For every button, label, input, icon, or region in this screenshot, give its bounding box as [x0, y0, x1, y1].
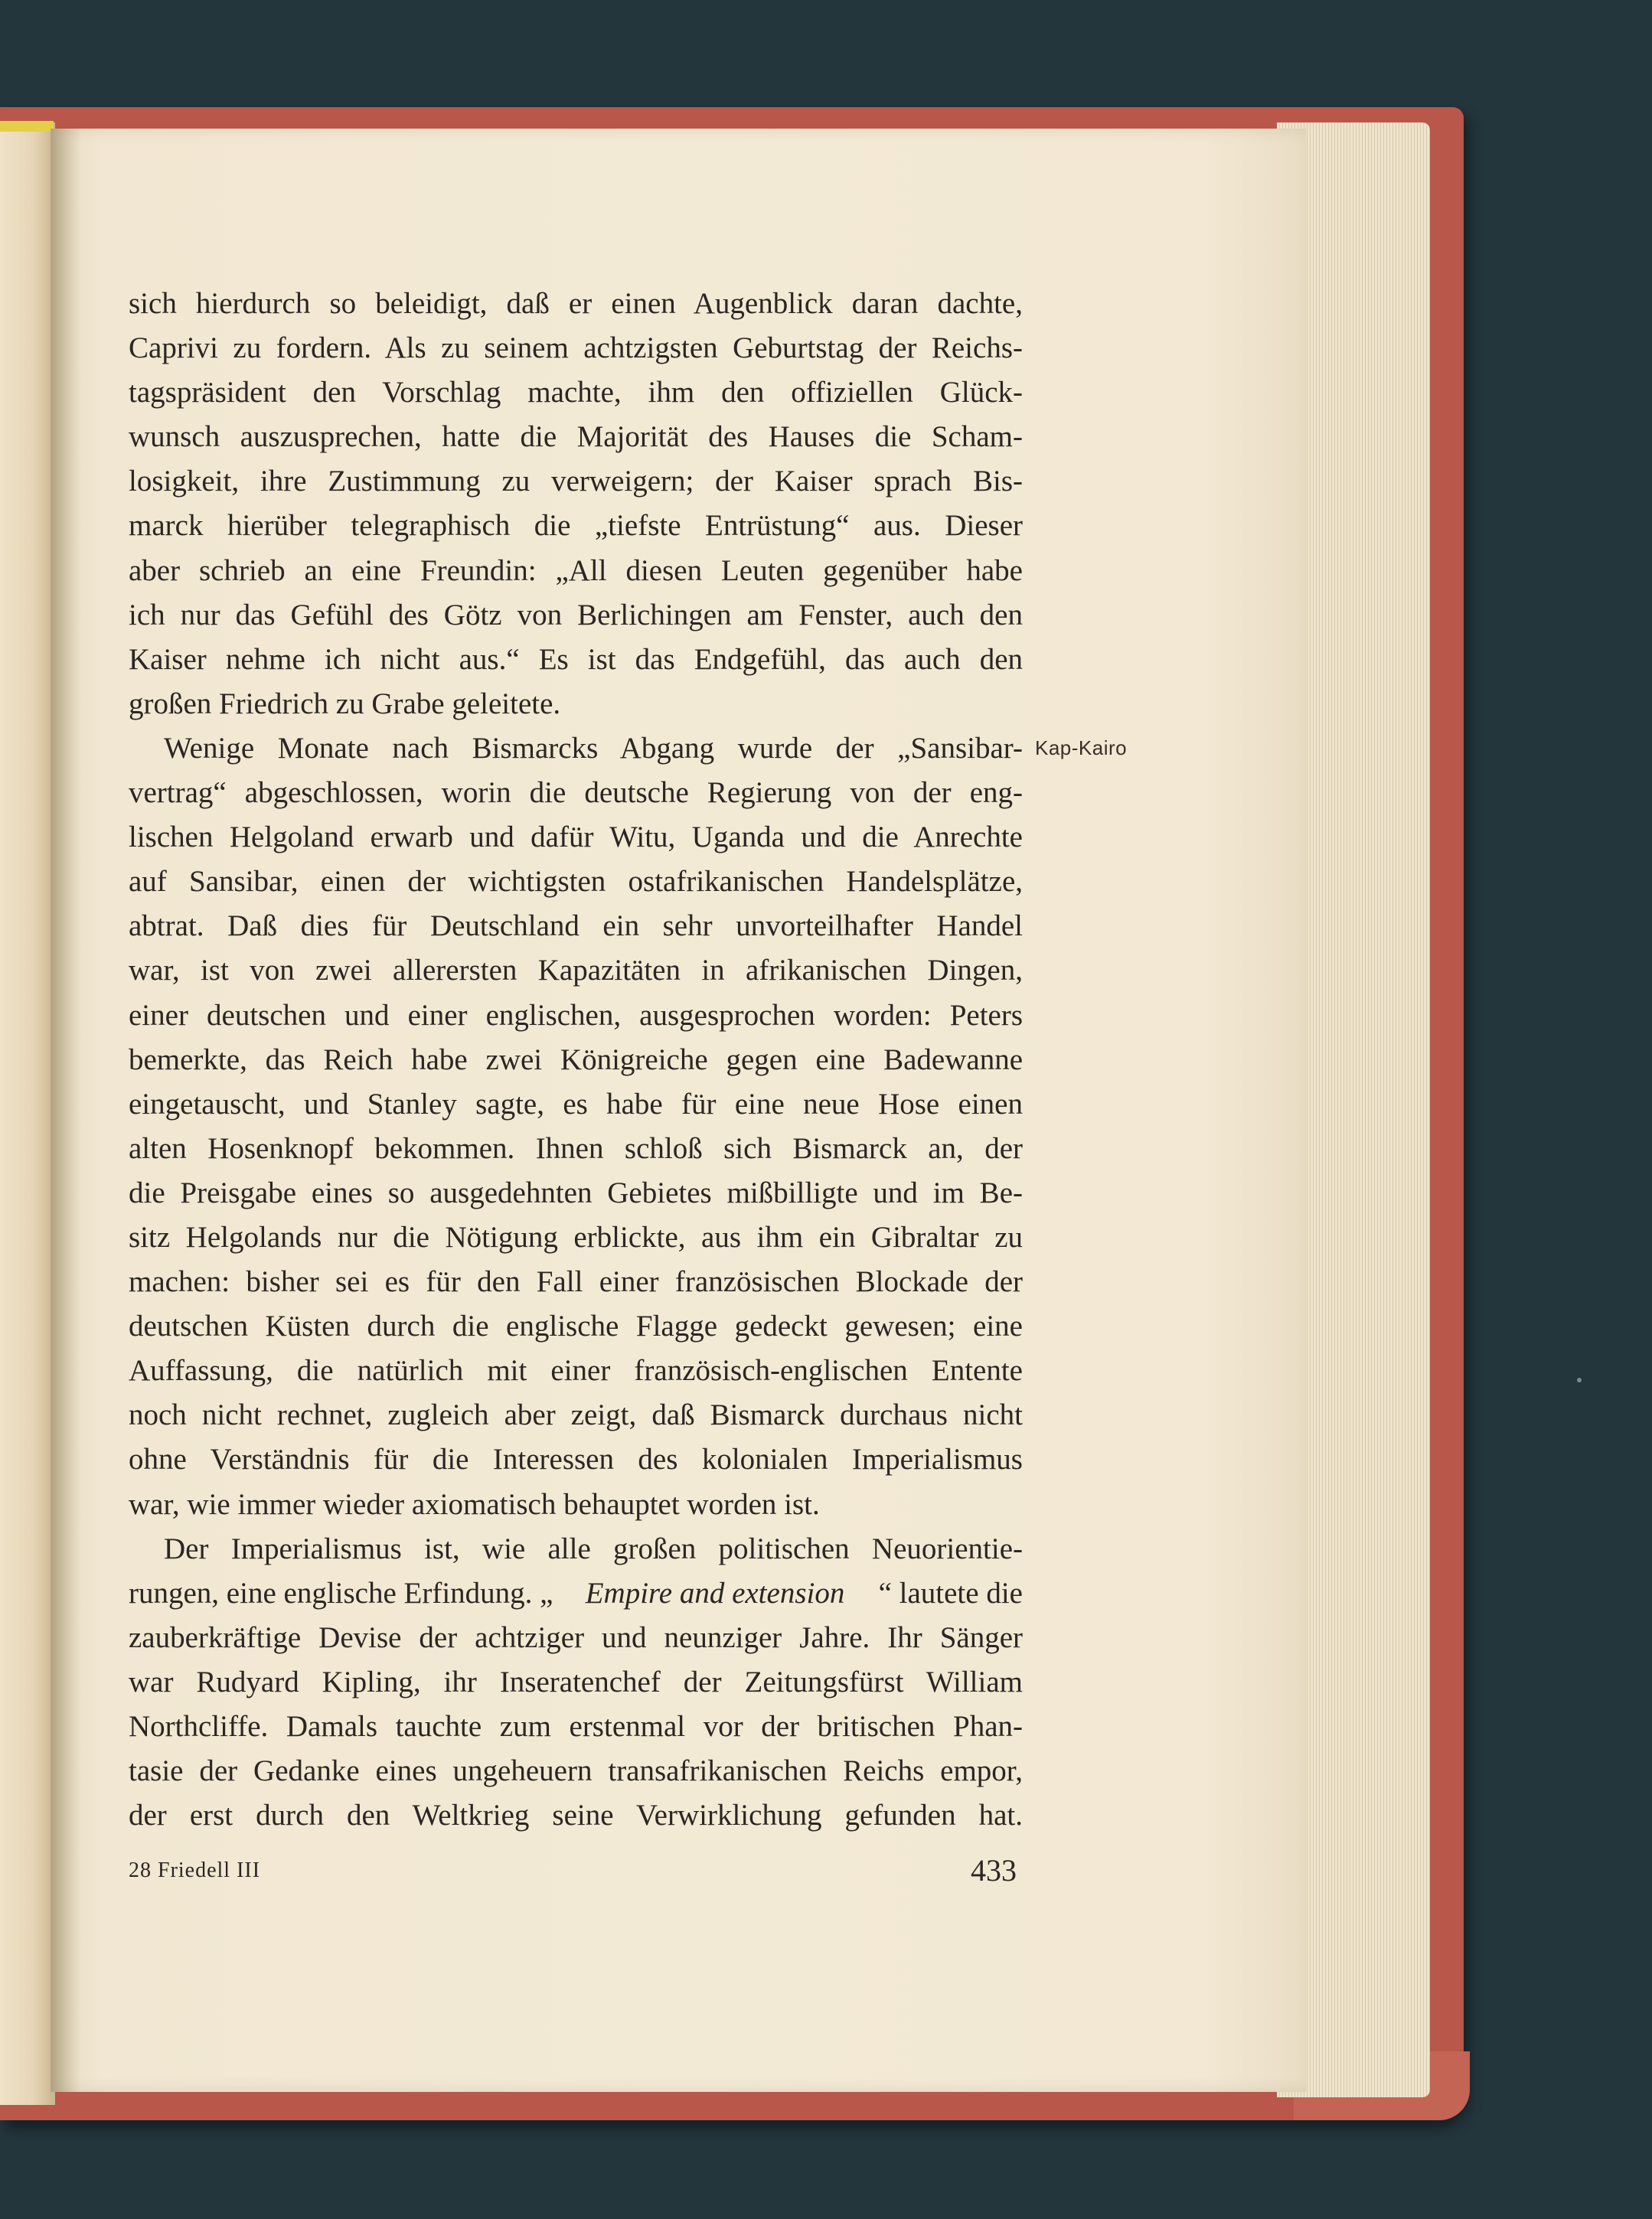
text-line: Auffassung, die natürlich mit einer französisch-englischen Entente	[129, 1354, 1023, 1388]
text-fragment: rungen, eine englische Erfindung. „	[129, 1576, 553, 1610]
text-line: lischen Helgoland erwarb und dafür Witu, Uganda und die Anrechte	[129, 821, 1023, 854]
text-fragment: “ lautete die	[878, 1576, 1023, 1610]
signature-mark: 28 Friedell III	[129, 1858, 261, 1882]
text-line	[129, 1571, 1023, 1616]
text-line: sich hierdurch so beleidigt, daß er einen Augenblick daran dachte,	[129, 287, 1023, 320]
body-text	[129, 282, 1023, 1838]
text-line: die Preisgabe eines so ausgedehnten Gebietes mißbilligte und im Be-	[129, 1176, 1023, 1209]
text-line: noch nicht rechnet, zugleich aber zeigt, daß Bismarck durchaus nicht	[129, 1398, 1023, 1432]
left-page-edge	[0, 122, 55, 2105]
text-line: tagspräsident den Vorschlag machte, ihm den offiziellen Glück-	[129, 376, 1023, 410]
page-number: 433	[971, 1853, 1017, 1888]
text-line: aber schrieb an eine Freundin: „All diesen Leuten gegenüber habe	[129, 553, 1023, 587]
text-line: ich nur das Gefühl des Götz von Berlichingen am Fenster, auch den	[129, 598, 1023, 631]
text-line: war, wie immer wieder axiomatisch behauptet worden ist.	[129, 1487, 820, 1521]
text-line: Kaiser nehme ich nicht aus.“ Es ist das Endgefühl, das auch den	[129, 642, 1023, 676]
text-line: Caprivi zu fordern. Als zu seinem achtzigsten Geburtstag der Reichs-	[129, 331, 1023, 365]
text-line: machen: bisher sei es für den Fall einer französischen Blockade der	[129, 1265, 1023, 1299]
text-line: deutschen Küsten durch die englische Flagge gedeckt gewesen; eine	[129, 1310, 1023, 1343]
text-line: der erst durch den Weltkrieg seine Verwirklichung gefunden hat.	[129, 1799, 1023, 1832]
text-line: einer deutschen und einer englischen, ausgesprochen worden: Peters	[129, 998, 1023, 1032]
dust-speck	[1577, 1378, 1582, 1382]
left-page-headband	[0, 121, 54, 132]
text-line: war, ist von zwei allerersten Kapazitäten in afrikanischen Dingen,	[129, 954, 1023, 987]
gutter-shadow	[51, 129, 81, 2092]
text-line: wunsch auszusprechen, hatte die Majorität des Hauses die Scham-	[129, 420, 1023, 454]
text-line: vertrag“ abgeschlossen, worin die deutsche Regierung von der eng-	[129, 776, 1023, 810]
text-line: losigkeit, ihre Zustimmung zu verweigern; der Kaiser sprach Bis-	[129, 465, 1023, 498]
text-line: zauberkräftige Devise der achtziger und neunziger Jahre. Ihr Sänger	[129, 1620, 1023, 1654]
text-line: abtrat. Daß dies für Deutschland ein sehr unvorteilhafter Handel	[129, 909, 1023, 943]
italic-phrase: Empire and extension	[585, 1576, 845, 1610]
text-line: ohne Verständnis für die Interessen des kolonialen Imperialismus	[129, 1443, 1023, 1477]
marginal-note: Kap-Kairo	[1035, 736, 1128, 759]
text-line: sitz Helgolands nur die Nötigung erblickte, aus ihm ein Gibraltar zu	[129, 1220, 1023, 1254]
text-line: Der Imperialismus ist, wie alle großen politischen Neuorientie-	[164, 1532, 1023, 1565]
text-line: bemerkte, das Reich habe zwei Königreiche gegen eine Badewanne	[129, 1043, 1023, 1076]
text-line: marck hierüber telegraphisch die „tiefste Entrüstung“ aus. Dieser	[129, 509, 1023, 543]
text-line: alten Hosenknopf bekommen. Ihnen schloß sich Bismarck an, der	[129, 1131, 1023, 1165]
text-line: war Rudyard Kipling, ihr Inseratenchef der Zeitungsfürst William	[129, 1665, 1023, 1699]
text-line: auf Sansibar, einen der wichtigsten ostafrikanischen Handelsplätze,	[129, 865, 1023, 899]
text-line: Wenige Monate nach Bismarcks Abgang wurde der „Sansibar-	[164, 731, 1023, 765]
text-line: großen Friedrich zu Grabe geleitete.	[129, 687, 561, 720]
text-line: tasie der Gedanke eines ungeheuern transafrikanischen Reichs empor,	[129, 1754, 1023, 1788]
text-line: eingetauscht, und Stanley sagte, es habe für eine neue Hose einen	[129, 1087, 1023, 1121]
text-line: Northcliffe. Damals tauchte zum erstenmal vor der britischen Phan-	[129, 1710, 1023, 1743]
